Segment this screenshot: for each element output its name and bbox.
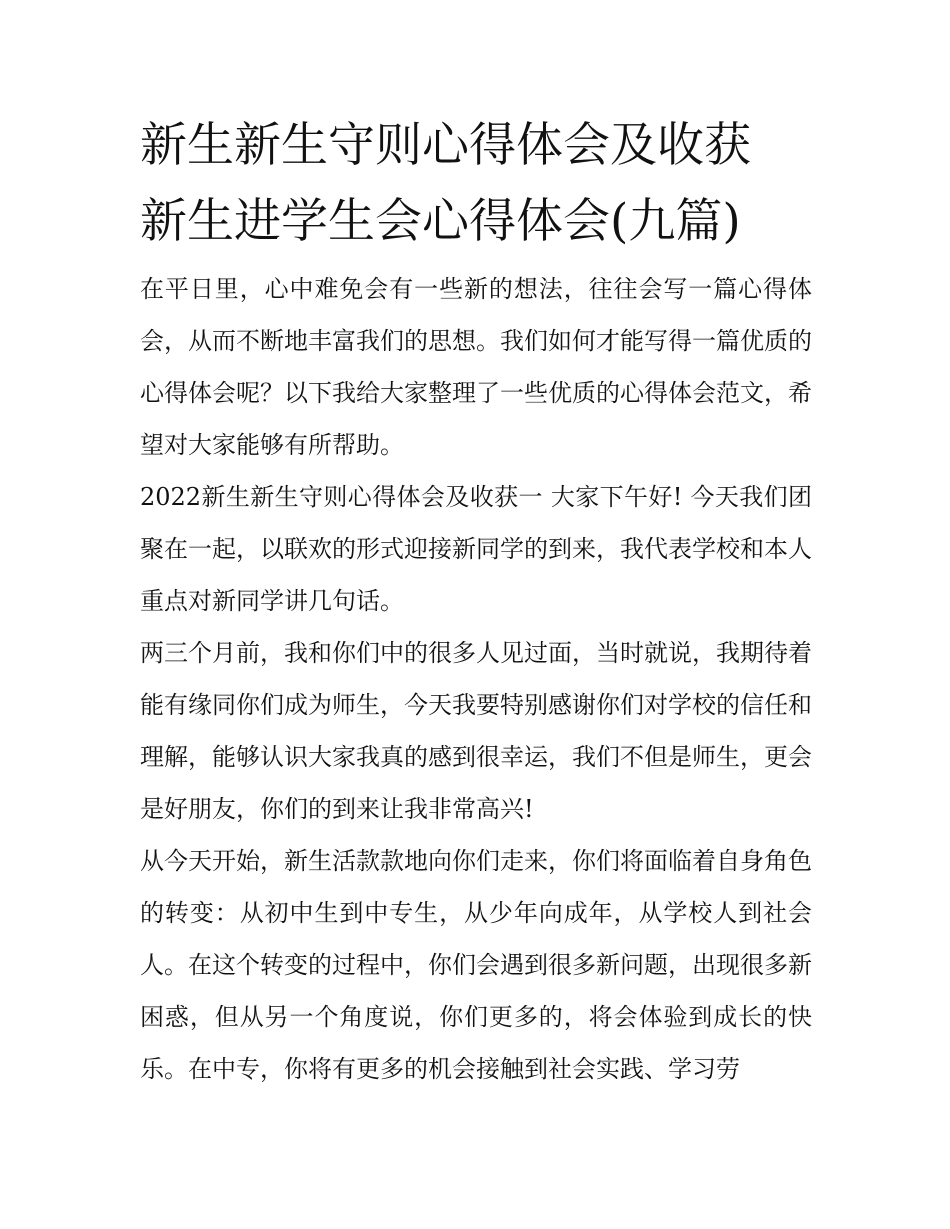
teacher-student-paragraph: 两三个月前，我和你们中的很多人见过面，当时就说，我期待着能有缘同你们成为师生，今天我要特别感谢你们对学校的信任和理解，能够认识大家我真的感到很幸运，我们不但是师生，更会是好朋友，你们的到来让我非常高兴! [140, 639, 812, 823]
title-line-2: 新生进学生会心得体会(九篇) [140, 194, 741, 249]
intro-paragraph: 在平日里，心中难免会有一些新的想法，往往会写一篇心得体会，从而不断地丰富我们的思想。我们如何才能写得一篇优质的心得体会呢？以下我给大家整理了一些优质的心得体会范文，希望对大家能够有所帮助。 [140, 275, 812, 459]
new-life-paragraph: 从今天开始，新生活款款地向你们走来，你们将面临着自身角色的转变：从初中生到中专生，从少年向成年，从学校人到社会人。在这个转变的过程中，你们会遇到很多新问题，出现很多新困惑，但从另一个角度说，你们更多的，将会体验到成长的快乐。在中专，你将有更多的机会接触到社会实践、学习劳 [140, 847, 812, 1083]
speech-opening-paragraph: 2022新生新生守则心得体会及收获一 大家下午好! 今天我们团聚在一起，以联欢的形式迎接新同学的到来，我代表学校和本人重点对新同学讲几句话。 [140, 483, 812, 615]
title-line-1: 新生新生守则心得体会及收获 [140, 118, 751, 173]
document-content [140, 108, 812, 1095]
document-title [140, 108, 812, 260]
